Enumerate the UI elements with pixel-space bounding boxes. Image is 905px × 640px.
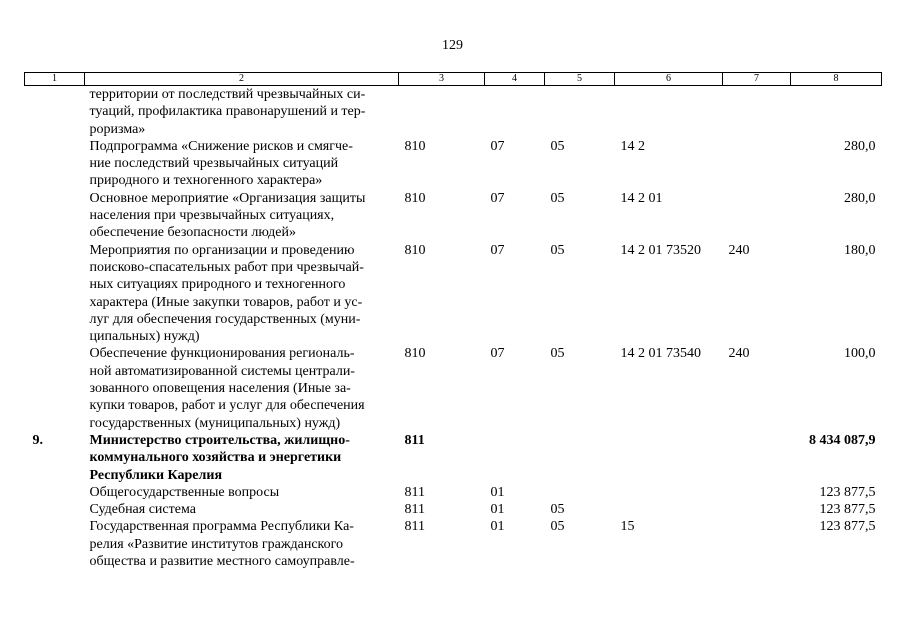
row-target-article — [615, 501, 723, 518]
row-amount: 100,0 — [844, 346, 876, 362]
row-section-code: 07 — [490, 346, 505, 362]
table-row — [25, 432, 882, 484]
col-header-2: 2 — [85, 73, 399, 86]
row-name: Обеспечение функционирования региональ- ной автоматизированной системы централи- зованного оповещения населения (Иные за- купки товаров, работ и услуг для обеспечения государственных (муниципальных) нужд) — [89, 346, 365, 431]
row-expense-type — [723, 432, 791, 484]
page-number: 129 — [442, 38, 463, 53]
row-name: Основное мероприятие «Организация защиты населения при чрезвычайных ситуациях, обеспечение безопасности людей» — [89, 190, 366, 241]
row-amount — [791, 86, 882, 138]
row-target-article — [615, 432, 723, 484]
row-ministry-code: 810 — [404, 242, 426, 258]
row-amount: 8 434 087,9 — [809, 432, 876, 448]
row-amount: 280,0 — [844, 138, 876, 154]
row-number — [25, 501, 85, 518]
row-ministry-code: 811 — [404, 502, 425, 518]
row-amount: 123 877,5 — [819, 502, 876, 518]
table-row — [25, 518, 882, 570]
row-target-article: 14 2 01 — [620, 190, 663, 206]
row-expense-type — [723, 484, 791, 501]
row-amount: 280,0 — [844, 190, 876, 206]
row-expense-type — [723, 138, 791, 190]
row-number — [25, 242, 85, 346]
row-expense-type — [723, 86, 791, 138]
table-row — [25, 484, 882, 501]
row-target-article — [615, 484, 723, 501]
row-ministry-code: 810 — [404, 190, 426, 206]
row-expense-type: 240 — [728, 346, 750, 362]
row-subsection-code: 05 — [550, 138, 565, 154]
row-ministry-code: 811 — [404, 519, 425, 535]
row-name: Судебная система — [89, 502, 196, 518]
row-subsection-code — [545, 86, 615, 138]
row-subsection-code: 05 — [550, 519, 565, 535]
row-section-code — [485, 86, 545, 138]
row-name: Подпрограмма «Снижение рисков и смягче- ние последствий чрезвычайных ситуаций природного и техногенного характера» — [89, 138, 353, 189]
row-expense-type — [723, 518, 791, 570]
row-number — [25, 190, 85, 242]
row-subsection-code: 05 — [550, 502, 565, 518]
col-header-3: 3 — [399, 73, 485, 86]
row-number — [25, 484, 85, 501]
row-section-code: 07 — [490, 190, 505, 206]
row-section-code: 01 — [490, 484, 505, 500]
row-amount: 180,0 — [844, 242, 876, 258]
row-subsection-code: 05 — [550, 242, 565, 258]
row-ministry-code: 810 — [404, 138, 426, 154]
col-header-1: 1 — [25, 73, 85, 86]
row-name: Общегосударственные вопросы — [89, 484, 280, 500]
col-header-6: 6 — [615, 73, 723, 86]
table-row — [25, 242, 882, 346]
table-row — [25, 138, 882, 190]
table-row — [25, 86, 882, 138]
row-section-code: 01 — [490, 519, 505, 535]
row-expense-type — [723, 501, 791, 518]
row-name: Государственная программа Республики Ка- релия «Развитие институтов гражданского общества и развитие местного самоуправле- — [89, 519, 355, 570]
row-subsection-code — [545, 484, 615, 501]
col-header-4: 4 — [485, 73, 545, 86]
row-number — [25, 518, 85, 570]
table-row — [25, 345, 882, 431]
row-number — [25, 86, 85, 138]
row-section-code: 07 — [490, 242, 505, 258]
row-target-article: 15 — [620, 519, 635, 535]
row-amount: 123 877,5 — [819, 484, 876, 500]
row-expense-type: 240 — [728, 242, 750, 258]
row-ministry-code: 811 — [404, 432, 425, 448]
row-amount: 123 877,5 — [819, 519, 876, 535]
row-name: территории от последствий чрезвычайных си- туаций, профилактика правонарушений и тер- роризма» — [89, 87, 366, 137]
table-row — [25, 501, 882, 518]
row-section-code: 07 — [490, 138, 505, 154]
row-ministry-code: 811 — [404, 484, 425, 500]
row-number: 9. — [32, 432, 43, 448]
table-body — [25, 86, 882, 571]
budget-table — [24, 72, 882, 570]
row-subsection-code — [545, 432, 615, 484]
row-target-article: 14 2 — [620, 138, 645, 154]
row-target-article: 14 2 01 73540 — [620, 346, 701, 362]
table-row — [25, 190, 882, 242]
row-name: Министерство строительства, жилищно- коммунального хозяйства и энергетики Республики Карелия — [89, 432, 350, 483]
column-number-header — [25, 73, 882, 86]
row-number — [25, 345, 85, 431]
row-section-code — [485, 432, 545, 484]
row-target-article — [615, 86, 723, 138]
col-header-7: 7 — [723, 73, 791, 86]
row-subsection-code: 05 — [550, 346, 565, 362]
col-header-5: 5 — [545, 73, 615, 86]
row-target-article: 14 2 01 73520 — [620, 242, 701, 258]
row-ministry-code — [399, 86, 485, 138]
row-ministry-code: 810 — [404, 346, 426, 362]
col-header-8: 8 — [791, 73, 882, 86]
row-number — [25, 138, 85, 190]
row-section-code: 01 — [490, 502, 505, 518]
row-subsection-code: 05 — [550, 190, 565, 206]
row-expense-type — [723, 190, 791, 242]
row-name: Мероприятия по организации и проведению поисково-спасательных работ при чрезвычай- ных ситуациях природного и техногенного характера (Иные закупки товаров, работ и ус- луг для обеспечения государственных (муни- ципальных) нужд) — [89, 242, 364, 345]
